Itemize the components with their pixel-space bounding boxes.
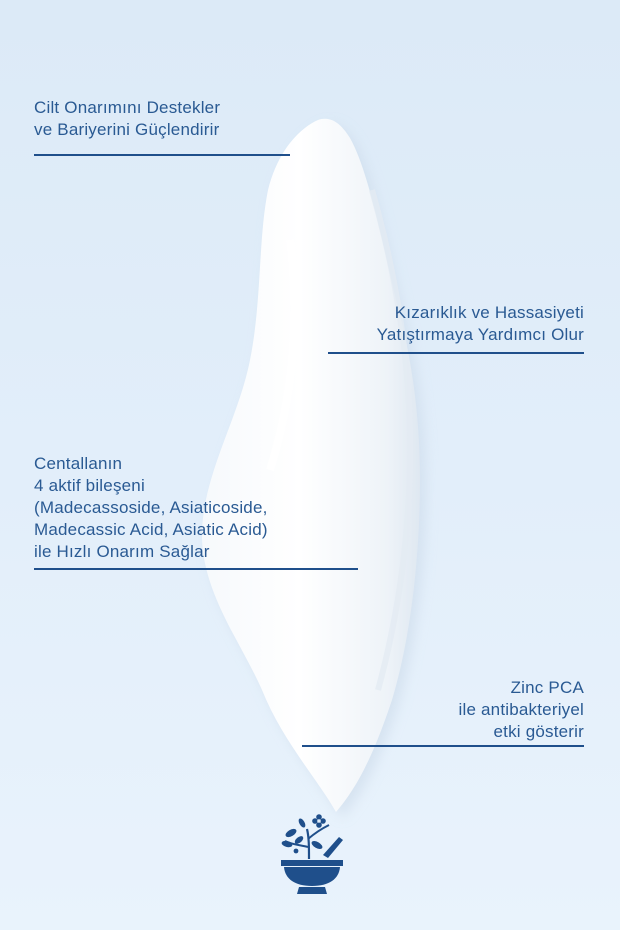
feature-text: ile Hızlı Onarım Sağlar (34, 542, 210, 561)
feature-text: etki gösterir (493, 722, 584, 741)
feature-text: ve Bariyerini Güçlendirir (34, 120, 220, 139)
feature-text: Cilt Onarımını Destekler (34, 98, 221, 117)
feature-underline (34, 568, 358, 570)
feature-underline (302, 745, 584, 747)
feature-underline (328, 352, 584, 354)
feature-centella-actives (34, 453, 268, 563)
feature-text: Madecassic Acid, Asiatic Acid) (34, 520, 268, 539)
feature-text: ile antibakteriyel (458, 700, 584, 719)
feature-underline (34, 154, 290, 156)
feature-redness-soothing (377, 302, 584, 346)
feature-barrier-repair (34, 97, 220, 141)
feature-zinc-pca (459, 677, 585, 743)
mortar-and-pestle-with-herbs-icon (279, 811, 345, 895)
feature-text: Kızarıklık ve Hassasiyeti (394, 303, 584, 322)
feature-text: Yatıştırmaya Yardımcı Olur (376, 325, 584, 344)
feature-text: Centallanın (34, 454, 123, 473)
feature-text: Zinc PCA (510, 678, 584, 697)
feature-text: 4 aktif bileşeni (34, 476, 145, 495)
feature-text: (Madecassoside, Asiaticoside, (34, 498, 268, 517)
